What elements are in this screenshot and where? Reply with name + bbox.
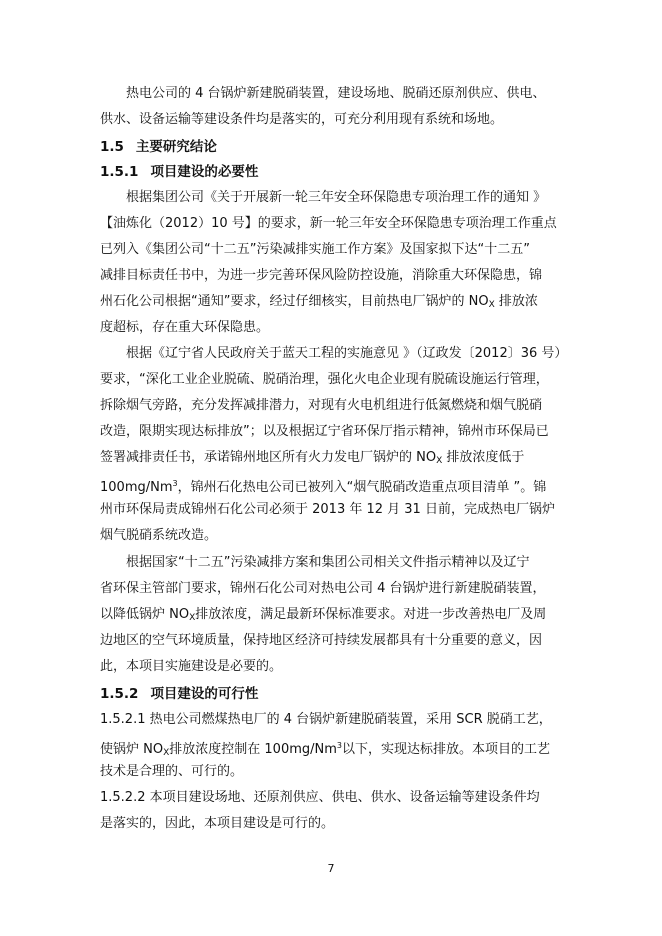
section-heading	[100, 134, 217, 160]
paragraph-line: 改造，限期实现达标排放”；以及根据辽宁省环保厅指示精神，锦州市环保局已	[100, 424, 549, 439]
paragraph-line: 以降低锅炉 $NO_X$排放浓度，满足最新环保标准要求。对进一步改善热电厂及周	[100, 607, 547, 623]
paragraph-line: 州石化公司根据“通知”要求，经过仔细核实，目前热电厂锅炉的 $NO_X$ 排放浓	[100, 294, 538, 310]
section-title: 主要研究结论	[135, 139, 217, 155]
paragraph-line: 省环保主管部门要求，锦州石化公司对热电公司 4 台锅炉进行新建脱硝装置，	[100, 581, 546, 596]
paragraph-line: 热电公司的 4 台锅炉新建脱硝装置，建设场地、脱硝还原剂供应、供电、	[126, 86, 546, 101]
paragraph-line: 根据《辽宁省人民政府关于蓝天工程的实施意见 》（辽政发〔2012〕36 号）	[126, 346, 568, 361]
page-number: 7	[327, 862, 335, 875]
paragraph-line: 减排目标责任书中，为进一步完善环保风险防控设施，消除重大环保隐患，锦	[100, 268, 543, 283]
subsection-heading	[100, 159, 258, 185]
section-number: 1.5	[100, 139, 124, 155]
paragraph-line: 要求，“深化工业企业脱硫、脱硝治理，强化火电企业现有脱硫设施运行管理，	[100, 372, 549, 387]
paragraph-line: 已列入《集团公司“十二五”污染减排实施工作方案》及国家拟下达“十二五”	[100, 242, 530, 257]
paragraph-line: 度超标，存在重大环保隐患。	[100, 320, 270, 335]
paragraph-line: 签署减排责任书，承诺锦州地区所有火力发电厂锅炉的 $NO_X$ 排放浓度低于	[100, 450, 525, 466]
section-title: 项目建设的必要性	[150, 164, 259, 180]
paragraph-line: 使锅炉 $NO_X$排放浓度控制在 100mg/Nm$^3$以下，实现达标排放。本项目的工艺	[100, 741, 551, 758]
paragraph-line: 烟气脱硝系统改造。	[100, 528, 218, 543]
paragraph-line: 州市环保局责成锦州石化公司必须于 2013 年 12 月 31 日前，完成热电厂锅炉	[100, 502, 555, 517]
paragraph-line: 技术是合理的、可行的。	[100, 764, 244, 779]
paragraph-line: 此，本项目实施建设是必要的。	[100, 659, 283, 674]
paragraph-line: 1.5.2.1 热电公司燃煤热电厂的 4 台锅炉新建脱硝装置，采用 SCR 脱硝工艺，	[100, 712, 552, 727]
paragraph-line: 拆除烟气旁路，充分发挥减排潜力，对现有火电机组进行低氮燃烧和烟气脱硝	[100, 398, 543, 413]
paragraph-line: 【油炼化（2012）10 号】的要求，新一轮三年安全环保隐患专项治理工作重点	[100, 216, 557, 231]
paragraph-line: 根据集团公司《关于开展新一轮三年安全环保隐患专项治理工作的通知 》	[126, 190, 547, 205]
section-number: 1.5.2	[100, 686, 139, 702]
paragraph-line: 是落实的，因此，本项目建设是可行的。	[100, 816, 335, 831]
section-title: 项目建设的可行性	[150, 686, 259, 702]
paragraph-line: 供水、设备运输等建设条件均是落实的，可充分利用现有系统和场地。	[100, 112, 504, 127]
section-number: 1.5.1	[100, 164, 139, 180]
paragraph-line: 边地区的空气环境质量，保持地区经济可持续发展都具有十分重要的意义，因	[100, 633, 543, 648]
paragraph-line: 1.5.2.2 本项目建设场地、还原剂供应、供电、供水、设备运输等建设条件均	[100, 790, 540, 805]
subsection-heading	[100, 681, 258, 707]
paragraph-line: 100mg/Nm$^3$，锦州石化热电公司已被列入“烟气脱硝改造重点项目清单 ”。锦	[100, 479, 547, 495]
paragraph-line: 根据国家“十二五”污染减排方案和集团公司相关文件指示精神以及辽宁	[126, 555, 530, 570]
